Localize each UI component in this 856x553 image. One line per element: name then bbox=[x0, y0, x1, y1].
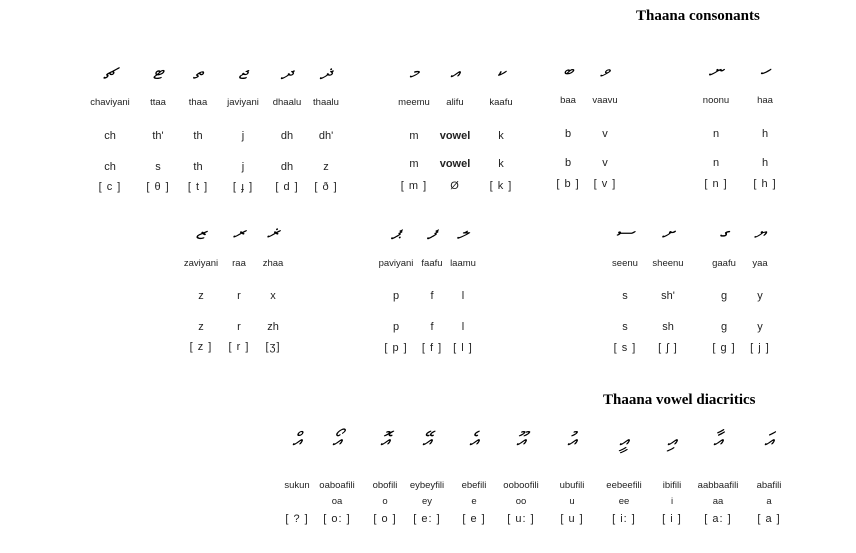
letter-name: faafu bbox=[421, 258, 443, 269]
thaana-diacritic: އޭ bbox=[422, 428, 432, 452]
letter-name: alifu bbox=[446, 97, 464, 108]
consonants-title: Thaana consonants bbox=[636, 8, 760, 24]
thaana-letter: ސ bbox=[615, 220, 635, 244]
diacritic-latin: i bbox=[670, 496, 674, 507]
letter-name: thaa bbox=[188, 97, 208, 108]
thaana-diacritic: އު bbox=[567, 428, 577, 452]
thaana-letter: އ bbox=[450, 60, 460, 84]
letter-name: paviyani bbox=[378, 258, 414, 269]
thaana-letter: ފ bbox=[426, 220, 438, 244]
romanization-2: b bbox=[564, 157, 572, 169]
ipa-value: [ a ] bbox=[757, 513, 781, 525]
letter-name: sheenu bbox=[652, 258, 684, 269]
romanization-1: n bbox=[712, 128, 720, 140]
romanization-1: k bbox=[498, 130, 504, 142]
diacritic-name: ebefili bbox=[461, 480, 487, 491]
romanization-2: g bbox=[720, 321, 728, 333]
letter-name: laamu bbox=[450, 258, 476, 269]
diacritic-latin: aa bbox=[712, 496, 724, 507]
thaana-letter: ޕ bbox=[390, 220, 402, 244]
diacritic-latin: ee bbox=[618, 496, 630, 507]
diacritic-latin: u bbox=[569, 496, 575, 507]
thaana-letter: ނ bbox=[708, 58, 724, 82]
romanization-2: s bbox=[155, 161, 161, 173]
ipa-value: [ i: ] bbox=[612, 513, 636, 525]
ipa-value: [ n ] bbox=[704, 178, 728, 190]
thaana-diacritic: އޯ bbox=[332, 428, 342, 452]
thaana-diacritic: އީ bbox=[619, 428, 629, 452]
romanization-1: ch bbox=[104, 130, 116, 142]
thaana-letter: ރ bbox=[232, 220, 246, 244]
letter-name: baa bbox=[560, 95, 576, 106]
ipa-value: [ e ] bbox=[462, 513, 486, 525]
thaana-diacritic: އޮ bbox=[380, 428, 390, 452]
diacritic-latin: o bbox=[382, 496, 388, 507]
diacritic-latin: e bbox=[471, 496, 477, 507]
thaana-diacritic: އް bbox=[292, 428, 302, 452]
romanization-1: p bbox=[392, 290, 400, 302]
diacritic-latin: oo bbox=[515, 496, 527, 507]
ipa-value: [ ʃ ] bbox=[658, 342, 678, 354]
diacritic-name: aabbaafili bbox=[697, 480, 739, 491]
romanization-2: ch bbox=[104, 161, 116, 173]
romanization-2: s bbox=[622, 321, 628, 333]
thaana-letter: ކ bbox=[496, 60, 506, 84]
romanization-2: v bbox=[602, 157, 608, 169]
diacritic-latin: a bbox=[766, 496, 772, 507]
thaana-letter: ތ bbox=[192, 60, 204, 84]
ipa-value: [ h ] bbox=[753, 178, 777, 190]
thaana-diacritic: އަ bbox=[764, 428, 774, 452]
romanization-1: j bbox=[241, 130, 245, 142]
ipa-value: [ c ] bbox=[98, 181, 122, 193]
letter-name: meemu bbox=[398, 97, 430, 108]
thaana-letter: ޖ bbox=[238, 60, 248, 84]
ipa-value: [ a: ] bbox=[704, 513, 732, 525]
ipa-value: [ p ] bbox=[384, 342, 408, 354]
diacritic-name: abafili bbox=[756, 480, 782, 491]
ipa-value: [ e: ] bbox=[413, 513, 441, 525]
thaana-letter: ޓ bbox=[152, 60, 164, 84]
romanization-1: g bbox=[720, 290, 728, 302]
ipa-value: [ t ] bbox=[187, 181, 209, 193]
ipa-value: [ θ ] bbox=[146, 181, 170, 193]
thaana-diacritic: އޫ bbox=[516, 428, 526, 452]
thaana-letter: ހ bbox=[760, 58, 770, 82]
letter-name: yaa bbox=[752, 258, 768, 269]
diacritic-latin: ey bbox=[421, 496, 433, 507]
romanization-1: y bbox=[757, 290, 763, 302]
ipa-value: [ k ] bbox=[489, 180, 513, 192]
letter-name: seenu bbox=[612, 258, 638, 269]
ipa-value: [ r ] bbox=[228, 341, 250, 353]
thaana-letter: ވ bbox=[600, 58, 610, 82]
thaana-letter: ދ bbox=[280, 60, 294, 84]
thaana-letter: ގ bbox=[719, 220, 729, 244]
thaana-letter: ޛ bbox=[319, 60, 333, 84]
diacritic-name: oaboafili bbox=[319, 480, 355, 491]
romanization-2: m bbox=[409, 158, 419, 170]
letter-name: zhaa bbox=[262, 258, 284, 269]
romanization-1: sh' bbox=[661, 290, 675, 302]
ipa-value: [ u: ] bbox=[507, 513, 535, 525]
letter-name: chaviyani bbox=[90, 97, 130, 108]
romanization-1: vowel bbox=[439, 130, 471, 142]
ipa-value: [ ð ] bbox=[314, 181, 338, 193]
ipa-value: [ʒ] bbox=[265, 341, 281, 353]
ipa-value: [ ɟ ] bbox=[232, 181, 254, 193]
diacritic-name: obofili bbox=[372, 480, 398, 491]
ipa-value: [ b ] bbox=[556, 178, 580, 190]
romanization-1: z bbox=[198, 290, 204, 302]
romanization-2: j bbox=[241, 161, 245, 173]
thaana-letter: ބ bbox=[562, 58, 574, 82]
letter-name: vaavu bbox=[592, 95, 618, 106]
ipa-value: [ m ] bbox=[400, 180, 428, 192]
letter-name: gaafu bbox=[712, 258, 736, 269]
thaana-letter: ޜ bbox=[266, 220, 280, 244]
ipa-value: [ f ] bbox=[421, 342, 443, 354]
ipa-value: [ o ] bbox=[373, 513, 397, 525]
romanization-1: b bbox=[564, 128, 572, 140]
letter-name: zaviyani bbox=[183, 258, 219, 269]
letter-name: javiyani bbox=[227, 97, 259, 108]
diacritic-name: eebeefili bbox=[606, 480, 642, 491]
thaana-letter: ށ bbox=[661, 220, 675, 244]
romanization-2: k bbox=[498, 158, 504, 170]
romanization-2: dh bbox=[280, 161, 294, 173]
thaana-diacritic: އި bbox=[667, 428, 677, 452]
romanization-1: l bbox=[461, 290, 465, 302]
ipa-value: [ s ] bbox=[613, 342, 637, 354]
vowels-title: Thaana vowel diacritics bbox=[603, 392, 756, 408]
letter-name: ttaa bbox=[150, 97, 166, 108]
romanization-2: y bbox=[757, 321, 763, 333]
ipa-value: [ o: ] bbox=[323, 513, 351, 525]
thaana-diacritic: އެ bbox=[469, 428, 479, 452]
thaana-letter: ލ bbox=[456, 220, 470, 244]
ipa-value: [ j ] bbox=[750, 342, 770, 354]
romanization-1: dh bbox=[280, 130, 294, 142]
letter-name: noonu bbox=[702, 95, 730, 106]
ipa-value: [ d ] bbox=[275, 181, 299, 193]
romanization-1: f bbox=[430, 290, 434, 302]
thaana-letter: ޗ bbox=[103, 60, 117, 84]
ipa-value: [ ? ] bbox=[285, 513, 309, 525]
romanization-1: m bbox=[409, 130, 419, 142]
diacritic-latin: oa bbox=[331, 496, 343, 507]
romanization-1: dh' bbox=[318, 130, 334, 142]
romanization-2: th bbox=[193, 161, 203, 173]
diacritic-name: ubufili bbox=[559, 480, 585, 491]
romanization-2: z bbox=[198, 321, 204, 333]
romanization-1: th bbox=[193, 130, 203, 142]
ipa-value: [ i ] bbox=[662, 513, 682, 525]
letter-name: dhaalu bbox=[272, 97, 302, 108]
letter-name: raa bbox=[232, 258, 246, 269]
diacritic-name: sukun bbox=[284, 480, 310, 491]
letter-name: thaalu bbox=[313, 97, 339, 108]
romanization-1: h bbox=[761, 128, 769, 140]
romanization-1: x bbox=[270, 290, 276, 302]
thaana-letter: ޔ bbox=[753, 220, 767, 244]
romanization-1: v bbox=[602, 128, 608, 140]
romanization-2: sh bbox=[662, 321, 674, 333]
ipa-value: [ g ] bbox=[712, 342, 736, 354]
romanization-2: z bbox=[323, 161, 329, 173]
romanization-2: r bbox=[237, 321, 241, 333]
letter-name: haa bbox=[757, 95, 773, 106]
thaana-letter: ޒ bbox=[195, 220, 207, 244]
romanization-2: h bbox=[761, 157, 769, 169]
diacritic-name: ooboofili bbox=[503, 480, 539, 491]
diacritic-name: ibifili bbox=[662, 480, 682, 491]
ipa-value: [ u ] bbox=[560, 513, 584, 525]
romanization-2: f bbox=[430, 321, 434, 333]
romanization-1: s bbox=[622, 290, 628, 302]
romanization-1: th' bbox=[152, 130, 164, 142]
diacritic-name: eybeyfili bbox=[409, 480, 445, 491]
ipa-value: [ v ] bbox=[593, 178, 617, 190]
thaana-diacritic: އާ bbox=[713, 428, 723, 452]
letter-name: kaafu bbox=[489, 97, 513, 108]
romanization-1: r bbox=[237, 290, 241, 302]
romanization-2: p bbox=[392, 321, 400, 333]
romanization-2: n bbox=[712, 157, 720, 169]
ipa-value: [ l ] bbox=[453, 342, 473, 354]
romanization-2: l bbox=[461, 321, 465, 333]
ipa-value: Ø bbox=[450, 180, 460, 192]
romanization-2: zh bbox=[267, 321, 279, 333]
romanization-2: vowel bbox=[439, 158, 471, 170]
thaana-letter: މ bbox=[409, 60, 419, 84]
ipa-value: [ z ] bbox=[189, 341, 213, 353]
